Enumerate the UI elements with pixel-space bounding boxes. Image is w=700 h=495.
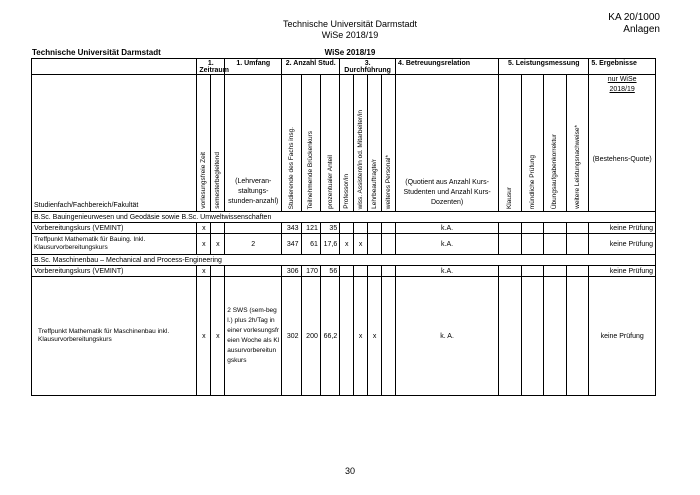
cell-ergebnis: keine Prüfung <box>589 266 656 277</box>
col-wiss-label: wiss. Assistent/in od. Mitarbeiter/in <box>357 109 365 209</box>
cell-klausur <box>499 223 522 234</box>
col-ergebnisse-sub2-text: 2018/19 <box>609 86 635 93</box>
header-university: Technische Universität Darmstadt <box>282 19 418 29</box>
cell-weitere <box>566 277 589 396</box>
subheader-university: Technische Universität Darmstadt <box>32 48 161 57</box>
col-klausur <box>499 75 522 212</box>
col-semesterbegleitend-label: semesterbegleitend <box>214 152 222 209</box>
col-professor <box>340 75 354 212</box>
group-anzahl: 2. Anzahl Stud. <box>282 59 340 75</box>
cell-weiteres <box>382 234 396 255</box>
table-row <box>32 223 656 234</box>
table-row <box>32 277 656 396</box>
cell-studierende: 302 <box>282 277 301 396</box>
cell-ergebnis: keine Prüfung <box>589 234 656 255</box>
cell-muendlich <box>521 223 544 234</box>
col-umfang-label: (Lehrveran-staltungs-stunden-anzahl) <box>228 178 279 205</box>
section-title: B.Sc. Maschinenbau – Mechanical and Process-Engineering <box>32 255 656 266</box>
cell-studierende: 343 <box>282 223 301 234</box>
group-umfang: 1. Umfang <box>225 59 282 75</box>
cell-prozentual: 35 <box>320 223 339 234</box>
col-weiteres-label: weiteres Personal* <box>385 154 393 209</box>
group-header-row <box>32 59 656 75</box>
cell-betreuung: k.A. <box>396 223 499 234</box>
header-semester: WiSe 2018/19 <box>321 30 379 40</box>
col-bestehensquote-label: (Bestehens-Quote) <box>592 156 652 163</box>
cell-lehrbeauftragte <box>368 223 382 234</box>
cell-uebung <box>544 234 567 255</box>
cell-betreuung: k.A. <box>396 266 499 277</box>
cell-lehrbeauftragte <box>368 234 382 255</box>
cell-muendlich <box>521 277 544 396</box>
group-betreuung: 4. Betreuungsrelation <box>396 59 499 75</box>
row-name: Vorbereitungskurs (VEMINT) <box>32 223 197 234</box>
group-empty <box>32 59 197 75</box>
col-studierende-label: Studierende des Fachs insg. <box>287 126 295 209</box>
cell-muendlich <box>521 266 544 277</box>
section-title-row <box>32 212 656 223</box>
col-ergebnisse-sub1-text: nur WiSe <box>607 76 637 83</box>
table-row <box>32 234 656 255</box>
cell-semesterbegleitend <box>211 266 225 277</box>
cell-umfang: 2 SWS (sem-begl.) plus 2h/Tag in einer vorlesungsfreien Woche als Klausurvorbereitungskurs <box>225 277 282 396</box>
cell-prozentual: 17,6 <box>320 234 339 255</box>
cell-weitere <box>566 234 589 255</box>
cell-klausur <box>499 234 522 255</box>
col-ergebnisse-sub1 <box>591 75 653 85</box>
row-name: Treffpunkt Mathematik für Maschinenbau inkl. Klausurvorbereitungskurs <box>32 277 197 396</box>
cell-weiteres <box>382 223 396 234</box>
doc-id: KA 20/1000 <box>608 12 660 23</box>
column-header-row <box>32 75 656 212</box>
cell-teilnehmende: 170 <box>301 266 320 277</box>
cell-vorlesungsfrei: x <box>197 277 211 396</box>
cell-studierende: 347 <box>282 234 301 255</box>
cell-ergebnis: keine Prüfung <box>589 277 656 396</box>
cell-teilnehmende: 61 <box>301 234 320 255</box>
table-row <box>32 266 656 277</box>
col-weitere-leistung-label: weitere Leistungsnachweise* <box>574 125 582 209</box>
cell-teilnehmende: 121 <box>301 223 320 234</box>
section-title-row <box>32 255 656 266</box>
cell-semesterbegleitend: x <box>211 277 225 396</box>
page-number: 30 <box>344 466 355 476</box>
cell-uebung <box>544 277 567 396</box>
col-uebung-label: Übungsaufgabenkorrektur <box>551 133 559 209</box>
group-ergebnisse: 5. Ergebnisse <box>589 59 656 75</box>
cell-wiss <box>354 266 368 277</box>
subheader-semester: WiSe 2018/19 <box>324 48 376 57</box>
col-lehrbeauftragte <box>368 75 382 212</box>
col-professor-label: Professor/in <box>343 174 351 209</box>
col-muendlich <box>521 75 544 212</box>
cell-weiteres <box>382 277 396 396</box>
cell-wiss: x <box>354 234 368 255</box>
cell-professor <box>340 266 354 277</box>
cell-professor <box>340 223 354 234</box>
group-durchfuehrung: 3. Durchführung <box>340 59 396 75</box>
col-weiteres <box>382 75 396 212</box>
col-klausur-label: Klausur <box>506 186 514 209</box>
cell-betreuung: k. A. <box>396 277 499 396</box>
cell-teilnehmende: 200 <box>301 277 320 396</box>
cell-wiss <box>354 223 368 234</box>
col-muendlich-label: mündliche Prüfung <box>528 154 536 209</box>
col-studierende <box>282 75 301 212</box>
cell-lehrbeauftragte: x <box>368 277 382 396</box>
cell-klausur <box>499 277 522 396</box>
cell-weitere <box>566 223 589 234</box>
cell-prozentual: 56 <box>320 266 339 277</box>
cell-umfang: 2 <box>225 234 282 255</box>
cell-vorlesungsfrei: x <box>197 234 211 255</box>
cell-uebung <box>544 223 567 234</box>
data-table <box>31 58 656 396</box>
cell-umfang <box>225 223 282 234</box>
cell-umfang <box>225 266 282 277</box>
cell-vorlesungsfrei: x <box>197 223 211 234</box>
doc-reference <box>608 12 660 36</box>
col-studienfach-label: Studienfach/Fachbereich/Fakultät <box>34 202 139 209</box>
col-prozentual-label: prozentualer Anteil <box>326 155 334 209</box>
col-ergebnisse-sub2 <box>591 85 653 95</box>
group-zeitraum: 1. Zeitraum <box>197 59 225 75</box>
col-teilnehmende <box>301 75 320 212</box>
cell-klausur <box>499 266 522 277</box>
col-prozentual <box>320 75 339 212</box>
cell-uebung <box>544 266 567 277</box>
cell-professor: x <box>340 234 354 255</box>
row-name: Vorbereitungskurs (VEMINT) <box>32 266 197 277</box>
cell-lehrbeauftragte <box>368 266 382 277</box>
cell-betreuung: k.A. <box>396 234 499 255</box>
row-name: Treffpunkt Mathematik für Bauing. Inkl. Klausurvorbereitungskurs <box>32 234 197 255</box>
cell-semesterbegleitend <box>211 223 225 234</box>
cell-semesterbegleitend: x <box>211 234 225 255</box>
cell-ergebnis: keine Prüfung <box>589 223 656 234</box>
col-wiss <box>354 75 368 212</box>
cell-wiss: x <box>354 277 368 396</box>
section-title: B.Sc. Bauingenieurwesen und Geodäsie sowie B.Sc. Umweltwissenschaften <box>32 212 656 223</box>
cell-professor <box>340 277 354 396</box>
col-umfang <box>225 75 282 212</box>
col-uebung <box>544 75 567 212</box>
cell-vorlesungsfrei: x <box>197 266 211 277</box>
col-weitere-leistung <box>566 75 589 212</box>
col-vorlesungsfrei-label: vorlesungsfreie Zeit <box>200 152 208 209</box>
cell-weiteres <box>382 266 396 277</box>
cell-studierende: 306 <box>282 266 301 277</box>
cell-muendlich <box>521 234 544 255</box>
col-betreuung <box>396 75 499 212</box>
col-semesterbegleitend <box>211 75 225 212</box>
col-ergebnisse <box>589 75 656 212</box>
col-teilnehmende-label: Teilnehmende Brückenkurs <box>307 130 315 209</box>
cell-prozentual: 66,2 <box>320 277 339 396</box>
doc-sub: Anlagen <box>623 24 660 35</box>
col-betreuung-label: (Quotient aus Anzahl Kurs-Studenten und Anzahl Kurs-Dozenten) <box>403 179 491 206</box>
cell-weitere <box>566 266 589 277</box>
col-vorlesungsfrei <box>197 75 211 212</box>
col-lehrbeauftragte-label: Lehrbeauftragte/r <box>371 159 379 209</box>
col-studienfach <box>32 75 197 212</box>
group-leistung: 5. Leistungsmessung <box>499 59 589 75</box>
